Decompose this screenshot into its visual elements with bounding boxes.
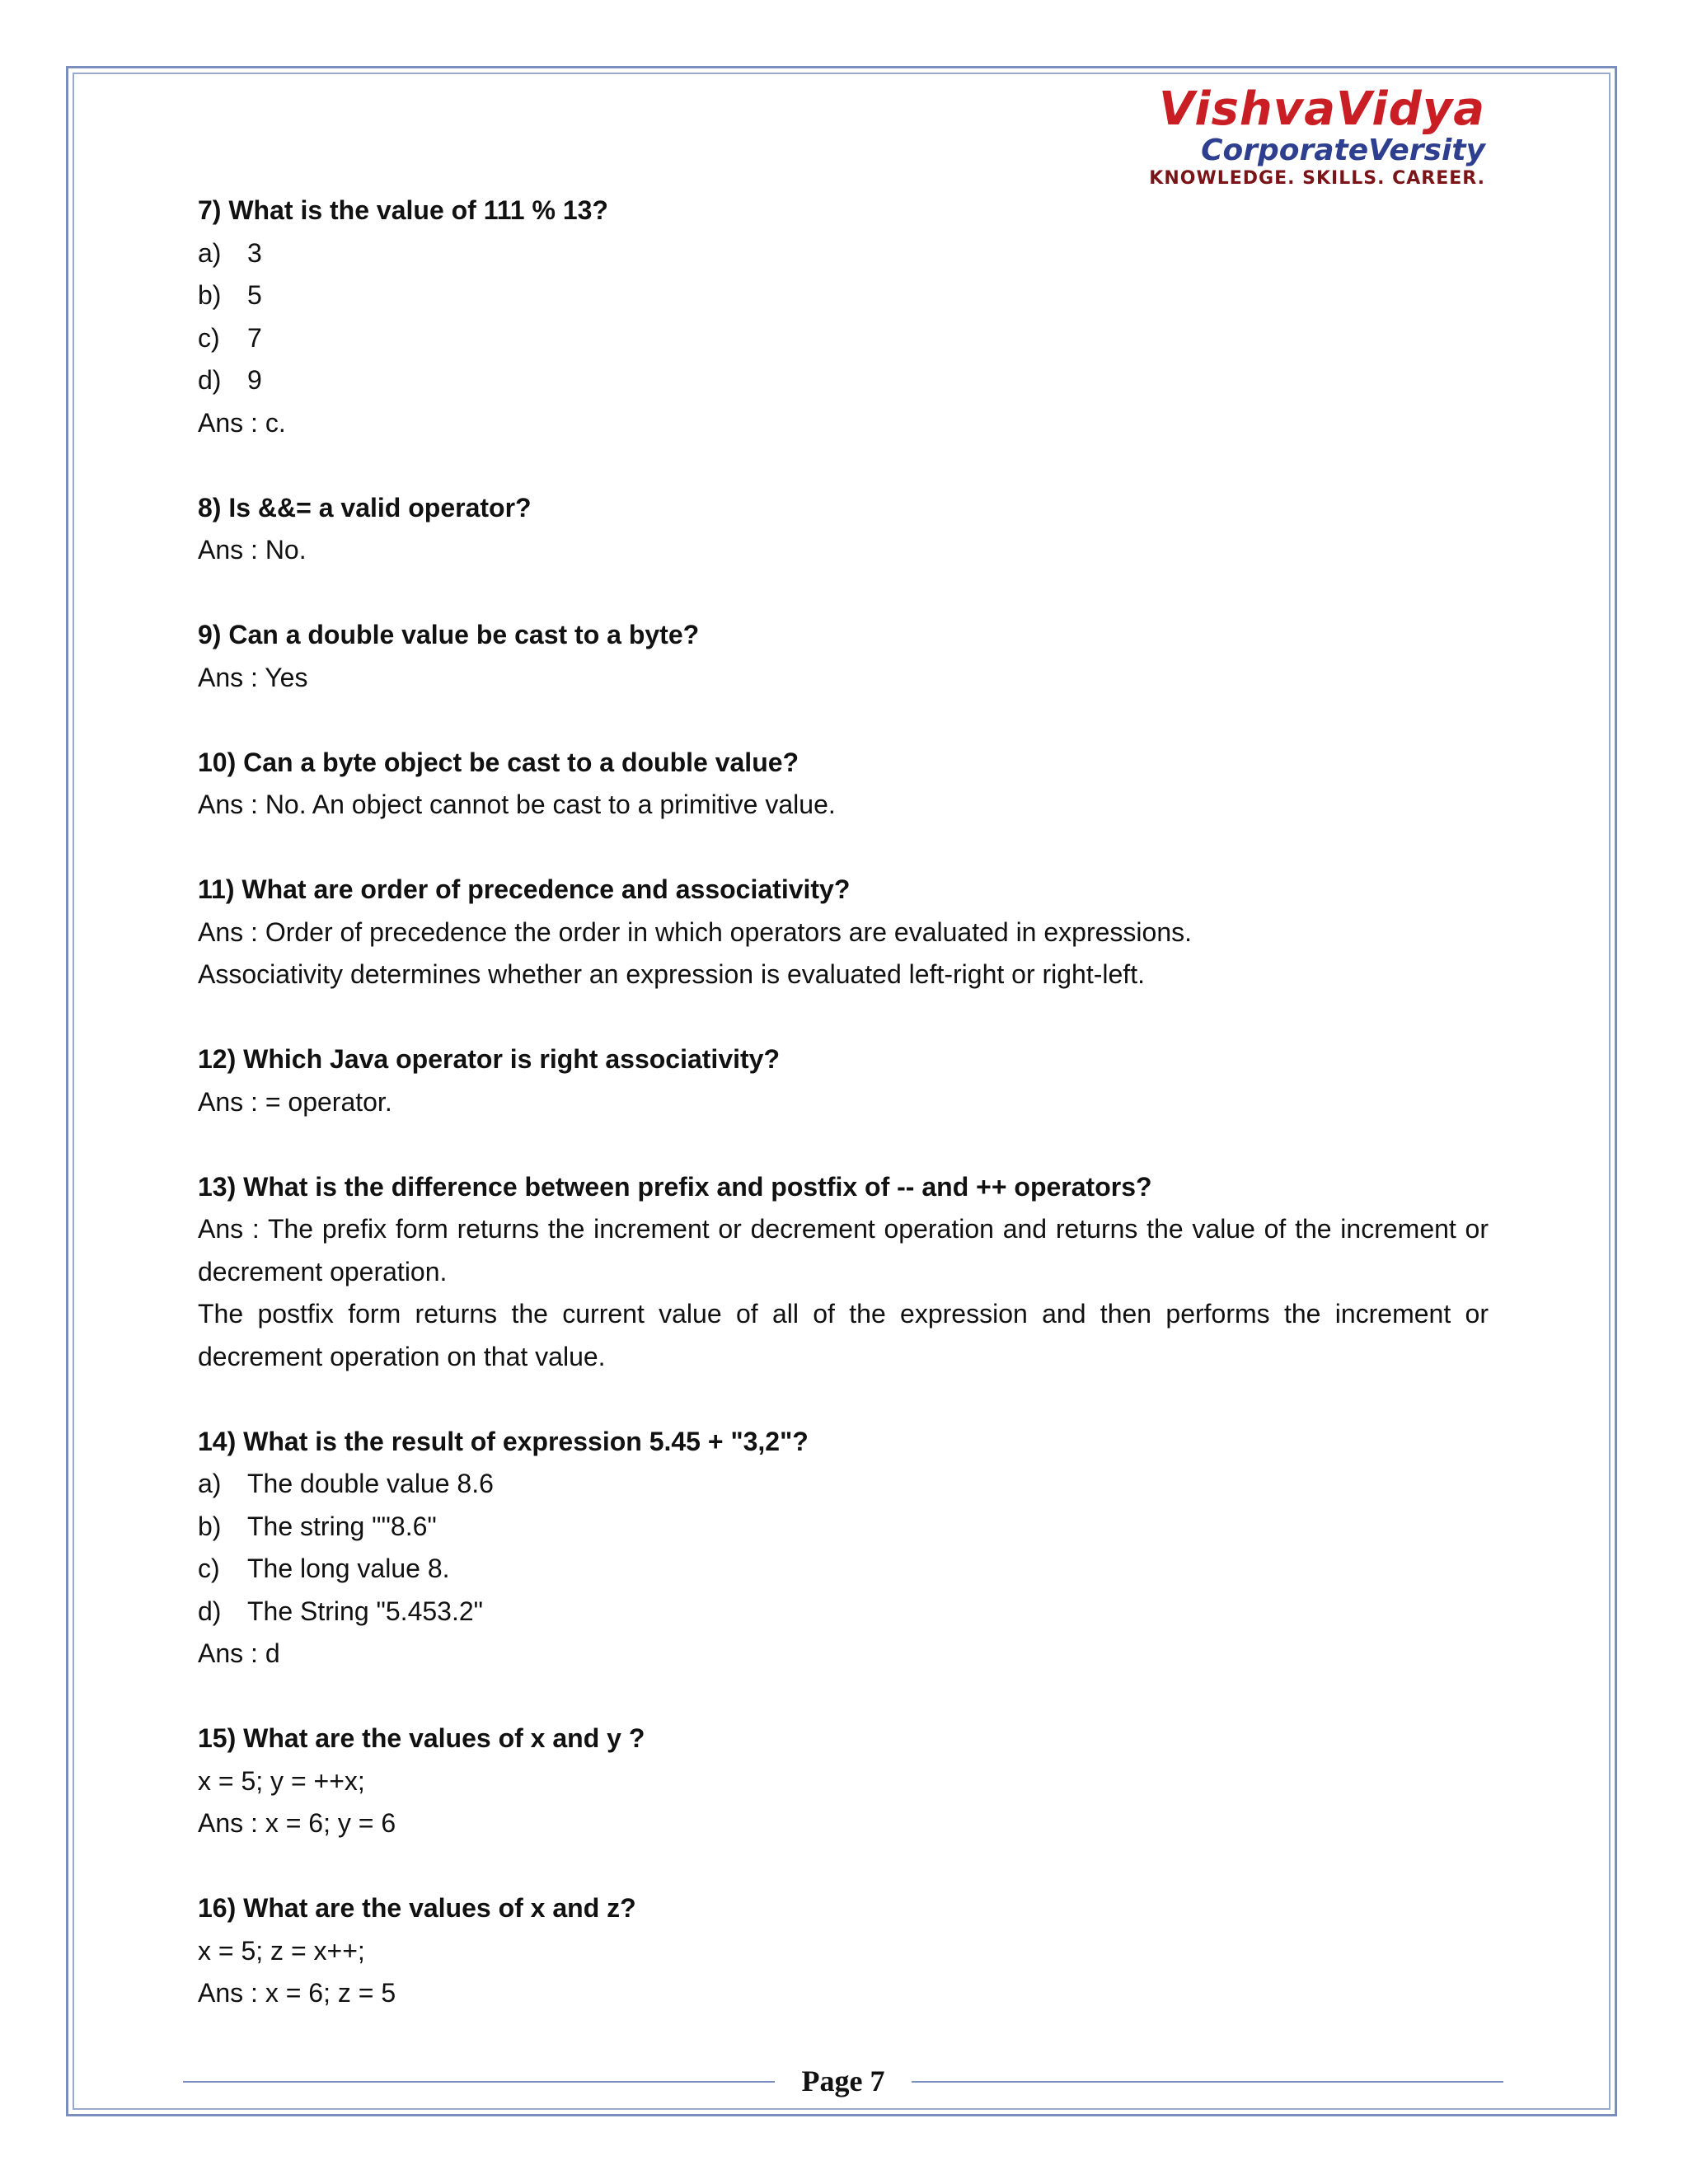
question-8: 8) Is &&= a valid operator?: [198, 492, 532, 523]
answer-12: Ans : = operator.: [198, 1086, 392, 1117]
option-text: The string ""8.6": [247, 1511, 437, 1541]
code-15: x = 5; y = ++x;: [198, 1765, 365, 1796]
answer-8: Ans : No.: [198, 535, 307, 565]
code-16: x = 5; z = x++;: [198, 1935, 365, 1966]
footer-rule-left: [183, 2081, 775, 2083]
answer-10: Ans : No. An object cannot be cast to a primitive value.: [198, 790, 836, 819]
option-letter: c): [198, 322, 220, 353]
answer-7: Ans : c.: [198, 407, 286, 438]
option-text: 7: [247, 322, 262, 353]
question-16: 16) What are the values of x and z?: [198, 1893, 636, 1923]
logo-tagline: KNOWLEDGE. SKILLS. CAREER.: [1149, 168, 1485, 189]
answer-16: Ans : x = 6; z = 5: [198, 1978, 396, 2008]
option-row: [198, 1548, 1489, 1591]
question-7: 7) What is the value of 111 % 13?: [198, 195, 608, 225]
option-row: [198, 317, 1489, 360]
answer-13: Ans : The prefix form returns the increment or decrement operation and returns the value of the increment or decrement operation.: [198, 1214, 1489, 1286]
answer-14: Ans : d: [198, 1638, 280, 1668]
logo-subtitle: CorporateVersity: [1201, 134, 1485, 167]
option-text: 3: [247, 237, 262, 268]
option-text: 5: [247, 280, 262, 310]
option-letter: a): [198, 237, 222, 268]
question-14: 14) What is the result of expression 5.45 + "3,2"?: [198, 1426, 809, 1456]
answer-11-continued: Associativity determines whether an expression is evaluated left-right or right-left.: [198, 959, 1145, 989]
answer-15: Ans : x = 6; y = 6: [198, 1808, 396, 1838]
question-13: 13) What is the difference between prefix and postfix of -- and ++ operators?: [198, 1171, 1152, 1202]
option-letter: d): [198, 365, 222, 395]
option-letter: d): [198, 1596, 222, 1626]
option-row: [198, 359, 1489, 402]
document-body: [198, 190, 1489, 2015]
question-9: 9) Can a double value be cast to a byte?: [198, 620, 700, 649]
option-text: 9: [247, 365, 262, 395]
question-10: 10) Can a byte object be cast to a double value?: [198, 747, 799, 777]
footer-rule-right: [912, 2081, 1503, 2083]
logo-title: VishvaVidya: [1159, 82, 1485, 136]
option-row: [198, 232, 1489, 275]
option-text: The double value 8.6: [247, 1469, 494, 1498]
answer-9: Ans : Yes: [198, 662, 308, 692]
brand-logo: [1090, 82, 1485, 190]
page-number: Page 7: [801, 2064, 885, 2097]
option-row: [198, 1463, 1489, 1506]
option-row: [198, 274, 1489, 317]
option-letter: a): [198, 1469, 222, 1498]
question-12: 12) Which Java operator is right associativity?: [198, 1044, 780, 1074]
option-text: The String "5.453.2": [247, 1596, 483, 1626]
answer-11: Ans : Order of precedence the order in which operators are evaluated in expressions.: [198, 916, 1192, 947]
option-row: [198, 1506, 1489, 1549]
option-row: [198, 1591, 1489, 1633]
option-text: The long value 8.: [247, 1554, 450, 1583]
answer-13-continued: The postfix form returns the current value of all of the expression and then performs the increment or decrement operation on that value.: [198, 1299, 1489, 1371]
question-15: 15) What are the values of x and y ?: [198, 1723, 645, 1753]
question-11: 11) What are order of precedence and associativity?: [198, 874, 851, 904]
option-letter: b): [198, 1511, 222, 1541]
option-letter: b): [198, 280, 222, 310]
option-letter: c): [198, 1554, 220, 1583]
